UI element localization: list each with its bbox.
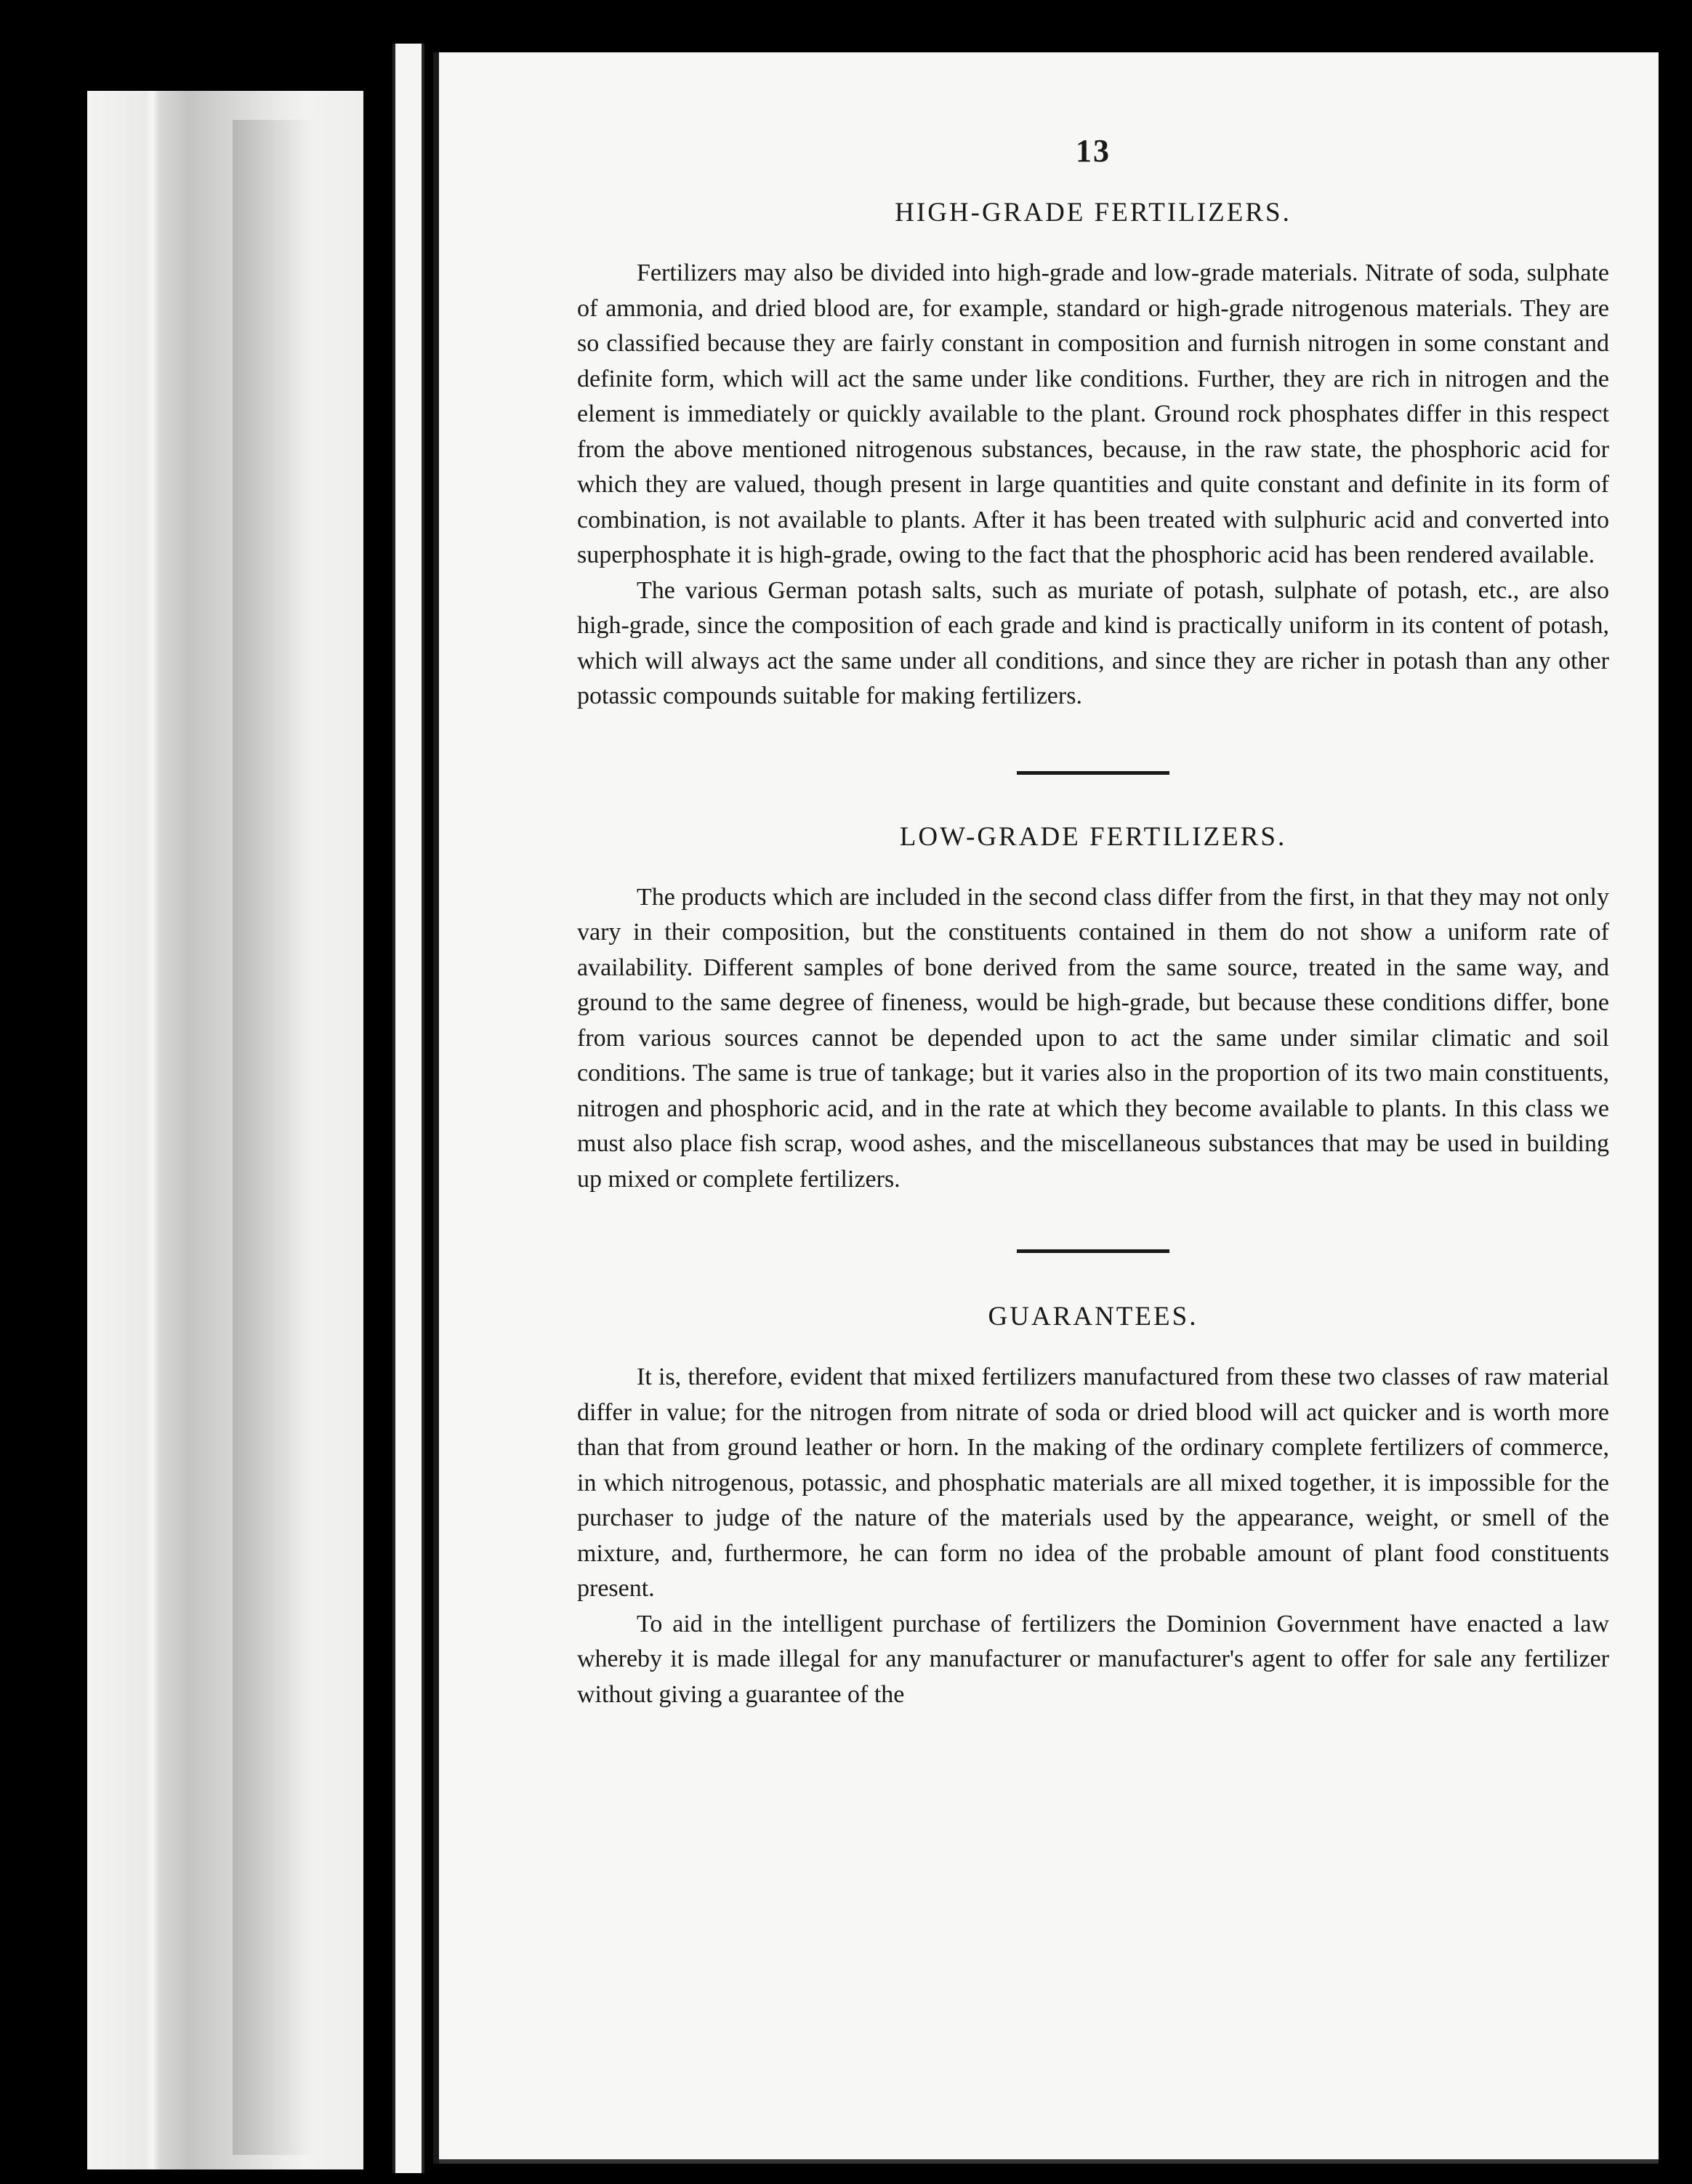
- section-high-grade: [577, 197, 1609, 714]
- paragraph: It is, therefore, evident that mixed fertilizers manufactured from these two classes of raw material differ in value; for the nitrogen from nitrate of soda or dried blood will act quicker and is worth more than that from ground leather or horn. In the making of the ordinary complete fertilizers of commerce, in which nitrogenous, potassic, and phosphatic materials are all mixed together, it is impossible for the purchaser to judge of the nature of the materials used by the appearance, weight, or smell of the mixture, and, furthermore, he can form no idea of the probable amount of plant food constituents present.: [577, 1363, 1609, 1602]
- page-content: [577, 132, 1609, 1712]
- page-edge: [392, 44, 424, 2173]
- section-heading: GUARANTEES.: [988, 1302, 1198, 1331]
- section-guarantees: [577, 1301, 1609, 1712]
- section-divider: [1017, 1249, 1169, 1253]
- section-divider: [1017, 771, 1169, 775]
- paragraph: The products which are included in the second class differ from the first, in that they may not only vary in their composition, but the constituents contained in them do not show a uniform rate of availability. Different samples of bone derived from the same source, treated in the same way, and ground to the same degree of fineness, would be high-grade, but because these conditions differ, bone from various sources cannot be depended upon to act the same under similar climatic and soil conditions. The same is true of tankage; but it varies also in the proportion of its two main constituents, nitrogen and phosphoric acid, and in the rate at which they become available to plants. In this class we must also place fish scrap, wood ashes, and the miscellaneous substances that may be used in building up mixed or complete fertilizers.: [577, 883, 1609, 1193]
- paragraph: Fertilizers may also be divided into high-grade and low-grade materials. Nitrate of soda, sulphate of ammonia, and dried blood are, for example, standard or high-grade nitrogenous materials. They are so classified because they are fairly constant in composition and furnish nitrogen in some constant and definite form, which will act the same under like conditions. Further, they are rich in nitrogen and the element is immediately or quickly available to the plant. Ground rock phosphates differ in this respect from the above mentioned nitrogenous substances, because, in the raw state, the phosphoric acid for which they are valued, though present in large quantities and quite constant and definite in its form of combination, is not available to plants. After it has been treated with sulphuric acid and converted into superphosphate it is high-grade, owing to the fact that the phosphoric acid has been rendered available.: [577, 259, 1609, 568]
- section-heading: LOW-GRADE FERTILIZERS.: [899, 821, 1287, 852]
- section-low-grade: [577, 821, 1609, 1198]
- page-number: 13: [1076, 133, 1111, 169]
- paragraph: To aid in the intelligent purchase of fertilizers the Dominion Government have enacted a law whereby it is made illegal for any manufacturer or manufacturer's agent to offer for sale any fertilizer without giving a guarantee of the: [577, 1610, 1609, 1708]
- paragraph: The various German potash salts, such as muriate of potash, sulphate of potash, etc., are also high-grade, since the composition of each grade and kind is practically uniform in its content of potash, which will always act the same under all conditions, and since they are richer in potash than any other potassic compounds suitable for making fertilizers.: [577, 576, 1609, 709]
- book-gutter: [87, 91, 363, 2169]
- document-page: [433, 52, 1659, 2164]
- section-heading: HIGH-GRADE FERTILIZERS.: [895, 198, 1292, 227]
